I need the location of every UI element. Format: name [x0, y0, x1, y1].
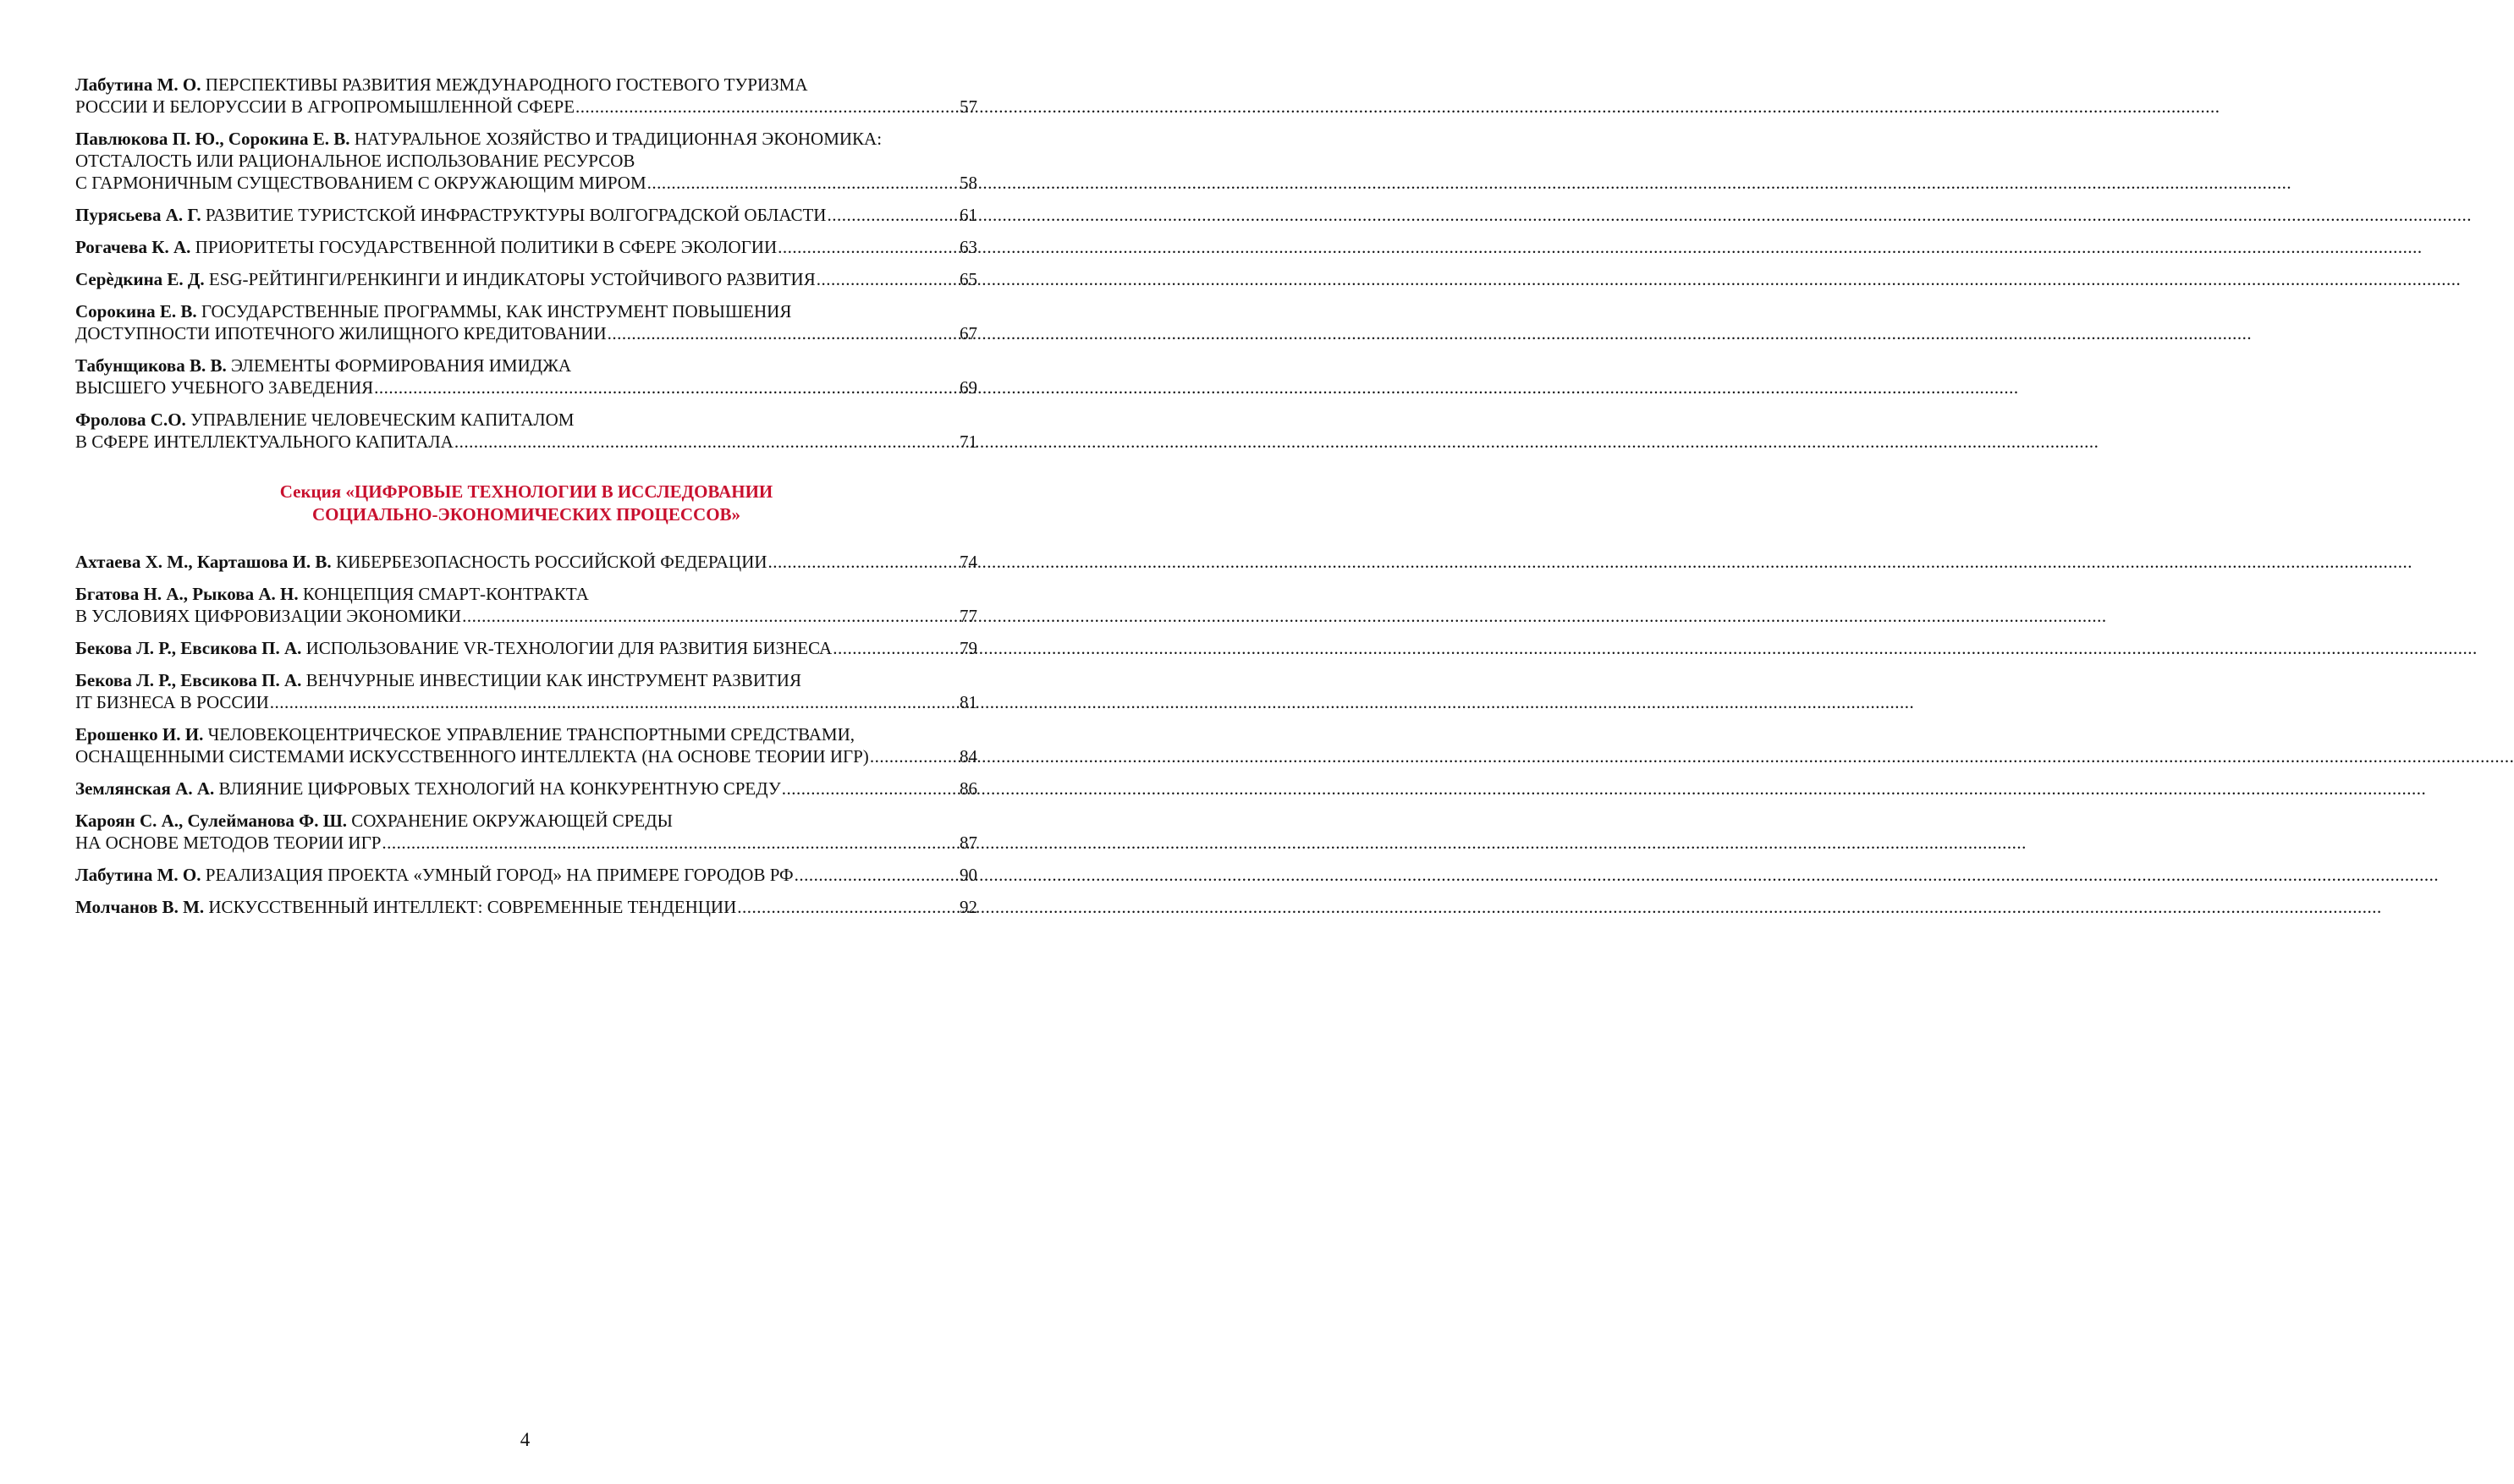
- toc-entry-authors: Фролова С.О.: [75, 409, 186, 430]
- toc-entry-authors: Бекова Л. Р., Евсикова П. А.: [75, 670, 302, 690]
- toc-entry-line: [75, 268, 977, 290]
- toc-entry-line: [75, 322, 977, 344]
- toc-entry-authors: Ерошенко И. И.: [75, 724, 204, 745]
- toc-entry-title: С ГАРМОНИЧНЫМ СУЩЕСТВОВАНИЕМ С ОКРУЖАЮЩИМ МИРОМ: [75, 173, 646, 193]
- toc-entry-authors: Лабутина М. О.: [75, 865, 201, 885]
- section-heading-line-2: СОЦИАЛЬНО-ЭКОНОМИЧЕСКИХ ПРОЦЕССОВ»: [311, 504, 741, 525]
- toc-entry-title: ПРИОРИТЕТЫ ГОСУДАРСТВЕННОЙ ПОЛИТИКИ В СФЕРЕ ЭКОЛОГИИ: [195, 237, 778, 257]
- toc-entry-title: В СФЕРЕ ИНТЕЛЛЕКТУАЛЬНОГО КАПИТАЛА: [75, 431, 454, 452]
- toc-entry-line: [75, 204, 977, 226]
- toc-entry-line-text: [75, 778, 781, 800]
- toc-entry-authors: Сорокина Е. В.: [75, 301, 197, 322]
- toc-entry-page: 87: [960, 833, 977, 853]
- toc-entry[interactable]: [75, 204, 977, 226]
- toc-list-top: [75, 74, 977, 453]
- toc-entry-line: [75, 409, 977, 431]
- toc-entry-page: 67: [960, 323, 977, 344]
- toc-entry-authors: Пурясьева А. Г.: [75, 205, 201, 225]
- dot-leader: [462, 605, 959, 627]
- section-heading: [75, 481, 977, 526]
- toc-entry-line: [75, 150, 977, 172]
- toc-entry-title: ДОСТУПНОСТИ ИПОТЕЧНОГО ЖИЛИЩНОГО КРЕДИТОВАНИИ: [75, 323, 607, 344]
- toc-entry-title: ОТСТАЛОСТЬ ИЛИ РАЦИОНАЛЬНОЕ ИСПОЛЬЗОВАНИЕ РЕСУРСОВ: [75, 151, 635, 171]
- toc-entry-line: [75, 551, 977, 573]
- toc-entry-title: РАЗВИТИЕ ТУРИСТСКОЙ ИНФРАСТРУКТУРЫ ВОЛГОГРАДСКОЙ ОБЛАСТИ: [205, 205, 827, 225]
- toc-entry-page: 61: [960, 205, 977, 225]
- toc-entry-title: ЭЛЕМЕНТЫ ФОРМИРОВАНИЯ ИМИДЖА: [231, 355, 572, 376]
- dot-leader: [782, 778, 959, 800]
- toc-entry-authors: Кароян С. А., Сулейманова Ф. Ш.: [75, 811, 348, 831]
- toc-entry-page: 57: [960, 96, 977, 117]
- toc-entry-line-text: [75, 431, 454, 453]
- toc-entry-page: 77: [960, 606, 977, 626]
- toc-entry-page: 58: [960, 173, 977, 193]
- dot-leader: [870, 745, 959, 767]
- toc-entry-line: [75, 605, 977, 627]
- toc-entry-authors: Бгатова Н. А., Рыкова А. Н.: [75, 584, 299, 604]
- toc-entry[interactable]: [75, 409, 977, 453]
- dot-leader: [608, 322, 959, 344]
- dot-leader: [454, 431, 959, 453]
- toc-entry-line: [75, 810, 977, 832]
- toc-entry-page: 86: [960, 778, 977, 799]
- dot-leader: [795, 864, 959, 886]
- toc-entry-authors: Бекова Л. Р., Евсикова П. А.: [75, 638, 302, 658]
- page-number: 4: [520, 1429, 531, 1450]
- toc-entry-authors: Лабутина М. О.: [75, 74, 201, 95]
- toc-entry-line: [75, 778, 977, 800]
- toc-entry-line-text: [75, 268, 816, 290]
- dot-leader: [778, 236, 959, 258]
- toc-entry-line: [75, 376, 977, 398]
- toc-entry-line-text: [75, 376, 373, 398]
- toc-entry-line-text: [75, 322, 607, 344]
- toc-entry-title: ПЕРСПЕКТИВЫ РАЗВИТИЯ МЕЖДУНАРОДНОГО ГОСТЕВОГО ТУРИЗМА: [205, 74, 808, 95]
- table-of-contents: [75, 74, 977, 928]
- toc-entry-line: [75, 637, 977, 659]
- toc-entry-authors: Павлюкова П. Ю., Сорокина Е. В.: [75, 129, 350, 149]
- toc-entry-line: [75, 172, 977, 194]
- toc-entry-line: [75, 236, 977, 258]
- toc-entry-line-text: [75, 691, 269, 713]
- dot-leader: [374, 376, 959, 398]
- toc-entry-line: [75, 300, 977, 322]
- toc-entry-page: 92: [960, 897, 977, 917]
- toc-entry-line: [75, 74, 977, 96]
- toc-entry-line-text: [75, 236, 777, 258]
- toc-entry-line-text: [75, 832, 381, 854]
- dot-leader: [768, 551, 959, 573]
- toc-entry[interactable]: [75, 778, 977, 800]
- dot-leader: [270, 691, 959, 713]
- toc-entry-line-text: [75, 551, 767, 573]
- toc-entry-line-text: [75, 204, 826, 226]
- toc-entry-title: СОХРАНЕНИЕ ОКРУЖАЮЩЕЙ СРЕДЫ: [351, 811, 673, 831]
- toc-entry[interactable]: [75, 236, 977, 258]
- toc-entry-title: УПРАВЛЕНИЕ ЧЕЛОВЕЧЕСКИМ КАПИТАЛОМ: [190, 409, 575, 430]
- toc-entry[interactable]: [75, 864, 977, 886]
- toc-entry-title: ВЫСШЕГО УЧЕБНОГО ЗАВЕДЕНИЯ: [75, 377, 374, 398]
- toc-entry-line-text: [75, 605, 461, 627]
- toc-entry-title: ESG-РЕЙТИНГИ/РЕНКИНГИ И ИНДИКАТОРЫ УСТОЙЧИВОГО РАЗВИТИЯ: [208, 269, 816, 289]
- toc-entry-title: ВЕНЧУРНЫЕ ИНВЕСТИЦИИ КАК ИНСТРУМЕНТ РАЗВИТИЯ: [305, 670, 801, 690]
- toc-entry-line: [75, 896, 977, 918]
- toc-entry-line: [75, 832, 977, 854]
- toc-entry[interactable]: [75, 583, 977, 627]
- toc-entry-authors: Ахтаева Х. М., Карташова И. В.: [75, 552, 332, 572]
- toc-entry-line: [75, 745, 977, 767]
- toc-entry-title: IT БИЗНЕСА В РОССИИ: [75, 692, 269, 712]
- toc-entry-line: [75, 128, 977, 150]
- toc-entry-line: [75, 669, 977, 691]
- toc-entry-authors: Молчанов В. М.: [75, 897, 205, 917]
- section-heading-line-1: Секция «ЦИФРОВЫЕ ТЕХНОЛОГИИ В ИССЛЕДОВАНИИ: [279, 481, 773, 502]
- toc-entry-line-text: [75, 96, 575, 118]
- toc-list-section: [75, 551, 977, 918]
- toc-entry-title: ОСНАЩЕННЫМИ СИСТЕМАМИ ИСКУССТВЕННОГО ИНТЕЛЛЕКТА (НА ОСНОВЕ ТЕОРИИ ИГР): [75, 746, 869, 767]
- toc-entry[interactable]: [75, 810, 977, 854]
- toc-entry-title: ЧЕЛОВЕКОЦЕНТРИЧЕСКОЕ УПРАВЛЕНИЕ ТРАНСПОРТНЫМИ СРЕДСТВАМИ,: [207, 724, 855, 745]
- toc-entry-title: ГОСУДАРСТВЕННЫЕ ПРОГРАММЫ, КАК ИНСТРУМЕНТ ПОВЫШЕНИЯ: [201, 301, 792, 322]
- toc-entry-line-text: [75, 637, 832, 659]
- toc-entry-title: РЕАЛИЗАЦИЯ ПРОЕКТА «УМНЫЙ ГОРОД» НА ПРИМЕРЕ ГОРОДОВ РФ: [205, 865, 794, 885]
- toc-entry-authors: Рогачева К. А.: [75, 237, 191, 257]
- toc-entry-line: [75, 864, 977, 886]
- toc-entry-authors: Землянская А. А.: [75, 778, 215, 799]
- dot-leader: [647, 172, 959, 194]
- toc-entry-line: [75, 583, 977, 605]
- toc-entry[interactable]: [75, 669, 977, 713]
- toc-entry-page: 69: [960, 377, 977, 398]
- toc-entry-title: ИСПОЛЬЗОВАНИЕ VR-ТЕХНОЛОГИИ ДЛЯ РАЗВИТИЯ БИЗНЕСА: [305, 638, 833, 658]
- toc-entry-line: [75, 355, 977, 376]
- toc-entry[interactable]: [75, 268, 977, 290]
- toc-entry-line-text: [75, 745, 869, 767]
- toc-entry-line: [75, 96, 977, 118]
- toc-entry-title: КИБЕРБЕЗОПАСНОСТЬ РОССИЙСКОЙ ФЕДЕРАЦИИ: [335, 552, 767, 572]
- toc-entry-page: 71: [960, 431, 977, 452]
- toc-entry-title: КОНЦЕПЦИЯ СМАРТ-КОНТРАКТА: [302, 584, 589, 604]
- dot-leader: [833, 637, 959, 659]
- toc-entry-line-text: [75, 172, 646, 194]
- toc-entry-title: НА ОСНОВЕ МЕТОДОВ ТЕОРИИ ИГР: [75, 833, 382, 853]
- toc-entry-page: 65: [960, 269, 977, 289]
- dot-leader: [382, 832, 959, 854]
- toc-entry-line-text: [75, 896, 736, 918]
- toc-entry-page: 79: [960, 638, 977, 658]
- toc-entry-page: 63: [960, 237, 977, 257]
- toc-entry-title: В УСЛОВИЯХ ЦИФРОВИЗАЦИИ ЭКОНОМИКИ: [75, 606, 462, 626]
- dot-leader: [575, 96, 959, 118]
- toc-entry[interactable]: [75, 128, 977, 194]
- toc-entry[interactable]: [75, 896, 977, 918]
- toc-entry-page: 90: [960, 865, 977, 885]
- dot-leader: [817, 268, 959, 290]
- toc-entry-line: [75, 431, 977, 453]
- toc-entry-title: ВЛИЯНИЕ ЦИФРОВЫХ ТЕХНОЛОГИЙ НА КОНКУРЕНТНУЮ СРЕДУ: [218, 778, 781, 799]
- toc-entry[interactable]: [75, 637, 977, 659]
- toc-entry-line-text: [75, 864, 794, 886]
- toc-entry-authors: Серѐдкина Е. Д.: [75, 269, 205, 289]
- toc-entry-page: 81: [960, 692, 977, 712]
- dot-leader: [737, 896, 959, 918]
- toc-entry[interactable]: [75, 300, 977, 344]
- toc-entry[interactable]: [75, 551, 977, 573]
- toc-entry[interactable]: [75, 355, 977, 398]
- dot-leader: [827, 204, 959, 226]
- toc-entry-line: [75, 723, 977, 745]
- toc-entry-authors: Табунщикова В. В.: [75, 355, 227, 376]
- toc-entry[interactable]: [75, 723, 977, 767]
- toc-entry-title: НАТУРАЛЬНОЕ ХОЗЯЙСТВО И ТРАДИЦИОННАЯ ЭКОНОМИКА:: [354, 129, 883, 149]
- toc-entry-line: [75, 691, 977, 713]
- toc-entry-title: ИСКУССТВЕННЫЙ ИНТЕЛЛЕКТ: СОВРЕМЕННЫЕ ТЕНДЕНЦИИ: [208, 897, 737, 917]
- toc-entry-page: 84: [960, 746, 977, 767]
- toc-entry[interactable]: [75, 74, 977, 118]
- toc-entry-page: 74: [960, 552, 977, 572]
- toc-entry-title: РОССИИ И БЕЛОРУССИИ В АГРОПРОМЫШЛЕННОЙ СФЕРЕ: [75, 96, 575, 117]
